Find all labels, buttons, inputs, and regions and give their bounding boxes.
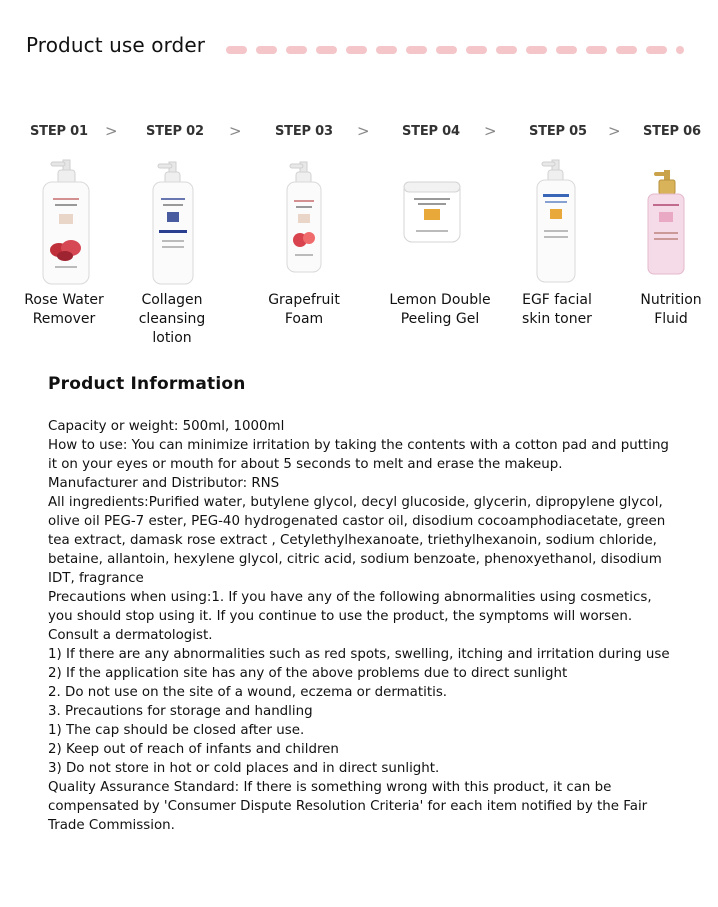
product-name-line: Grapefruit	[268, 292, 340, 308]
dash	[526, 46, 547, 54]
chevron-right-icon: >	[229, 122, 242, 140]
dash	[496, 46, 517, 54]
rose-water-remover-bottle	[37, 158, 95, 286]
chevron-right-icon: >	[105, 122, 118, 140]
dash	[676, 46, 684, 54]
egf-facial-skin-toner-bottle	[533, 158, 579, 284]
dash	[646, 46, 667, 54]
product-name-line: Nutrition	[640, 292, 702, 308]
product-name-line: Fluid	[654, 311, 688, 327]
dash	[406, 46, 427, 54]
product-name-4	[385, 291, 495, 329]
dash	[376, 46, 397, 54]
product-name-6	[616, 291, 718, 329]
dash	[586, 46, 607, 54]
decorative-dashes	[226, 46, 696, 54]
product-name-5	[502, 291, 612, 329]
info-line-precautions: Precautions when using:1. If you have any of the following abnormalities using cosmetics, you should stop using it. If you continue to use the product, the symptoms will worsen. Consult a dermatologist.	[48, 590, 652, 643]
dash	[556, 46, 577, 54]
info-line-how-to-use: How to use: You can minimize irritation by taking the contents with a cotton pad and putting it on your eyes or mouth for about 5 seconds to melt and erase the makeup.	[48, 438, 669, 472]
product-name-line: skin toner	[522, 311, 592, 327]
product-name-1	[9, 291, 119, 329]
product-name-line: Foam	[284, 311, 324, 327]
dash	[436, 46, 457, 54]
info-line-storage-1: 1) The cap should be closed after use.	[48, 723, 305, 738]
step-label-6: STEP 06	[643, 124, 701, 139]
info-line-quality: Quality Assurance Standard: If there is something wrong with this product, it can be compensated by 'Consumer Dispute Resolution Criteria' for each item notified by the Fair Trade Commission.	[48, 780, 648, 833]
info-line-wound: 2. Do not use on the site of a wound, eczema or dermatitis.	[48, 685, 448, 700]
collagen-cleansing-lotion-bottle	[148, 160, 198, 286]
product-information-title: Product Information	[48, 374, 246, 394]
product-name-line: Collagen	[141, 292, 203, 308]
info-line-storage-2: 2) Keep out of reach of infants and children	[48, 742, 339, 757]
grapefruit-foam-bottle	[284, 160, 324, 274]
info-line-capacity: Capacity or weight: 500ml, 1000ml	[48, 419, 285, 434]
dash	[346, 46, 367, 54]
product-information-body	[48, 417, 678, 835]
chevron-right-icon: >	[357, 122, 370, 140]
step-label-1: STEP 01	[30, 124, 88, 139]
product-name-line: Remover	[32, 311, 96, 327]
lemon-double-peeling-gel-jar	[402, 178, 462, 246]
dash	[226, 46, 247, 54]
product-name-2	[117, 291, 227, 348]
nutrition-fluid-bottle	[644, 168, 688, 276]
product-name-line: Lemon Double	[389, 292, 491, 308]
chevron-right-icon: >	[608, 122, 621, 140]
product-name-3	[249, 291, 359, 329]
dash	[256, 46, 277, 54]
product-name-line: Peeling Gel	[400, 311, 480, 327]
info-line-manufacturer: Manufacturer and Distributor: RNS	[48, 476, 280, 491]
info-line-precaution-2: 2) If the application site has any of the above problems due to direct sunlight	[48, 666, 568, 681]
dash	[616, 46, 637, 54]
product-name-line: Rose Water	[24, 292, 104, 308]
product-name-line: cleansing	[138, 311, 206, 327]
chevron-right-icon: >	[484, 122, 497, 140]
info-line-storage-3: 3) Do not store in hot or cold places and in direct sunlight.	[48, 761, 440, 776]
dash	[316, 46, 337, 54]
dash	[466, 46, 487, 54]
step-label-4: STEP 04	[402, 124, 460, 139]
step-label-2: STEP 02	[146, 124, 204, 139]
section-title: Product use order	[26, 33, 206, 57]
step-label-5: STEP 05	[529, 124, 587, 139]
info-line-ingredients: All ingredients:Purified water, butylene glycol, decyl glucoside, glycerin, dipropylene glycol, olive oil PEG-7 ester, PEG-40 hydrogenated castor oil, disodium cocoamphodiacetate, green tea extract, damask rose extract , Cetylethylhexanoate, triethylhexanoin, sodium chloride, betaine, allantoin, hexylene glycol, citric acid, sodium benzoate, phenoxyethanol, disodium IDT, fragrance	[48, 495, 666, 586]
info-line-precaution-1: 1) If there are any abnormalities such as red spots, swelling, itching and irritation during use	[48, 647, 670, 662]
info-line-storage: 3. Precautions for storage and handling	[48, 704, 313, 719]
dash	[286, 46, 307, 54]
product-name-line: EGF facial	[522, 292, 592, 308]
product-name-line: lotion	[152, 330, 192, 346]
step-label-3: STEP 03	[275, 124, 333, 139]
